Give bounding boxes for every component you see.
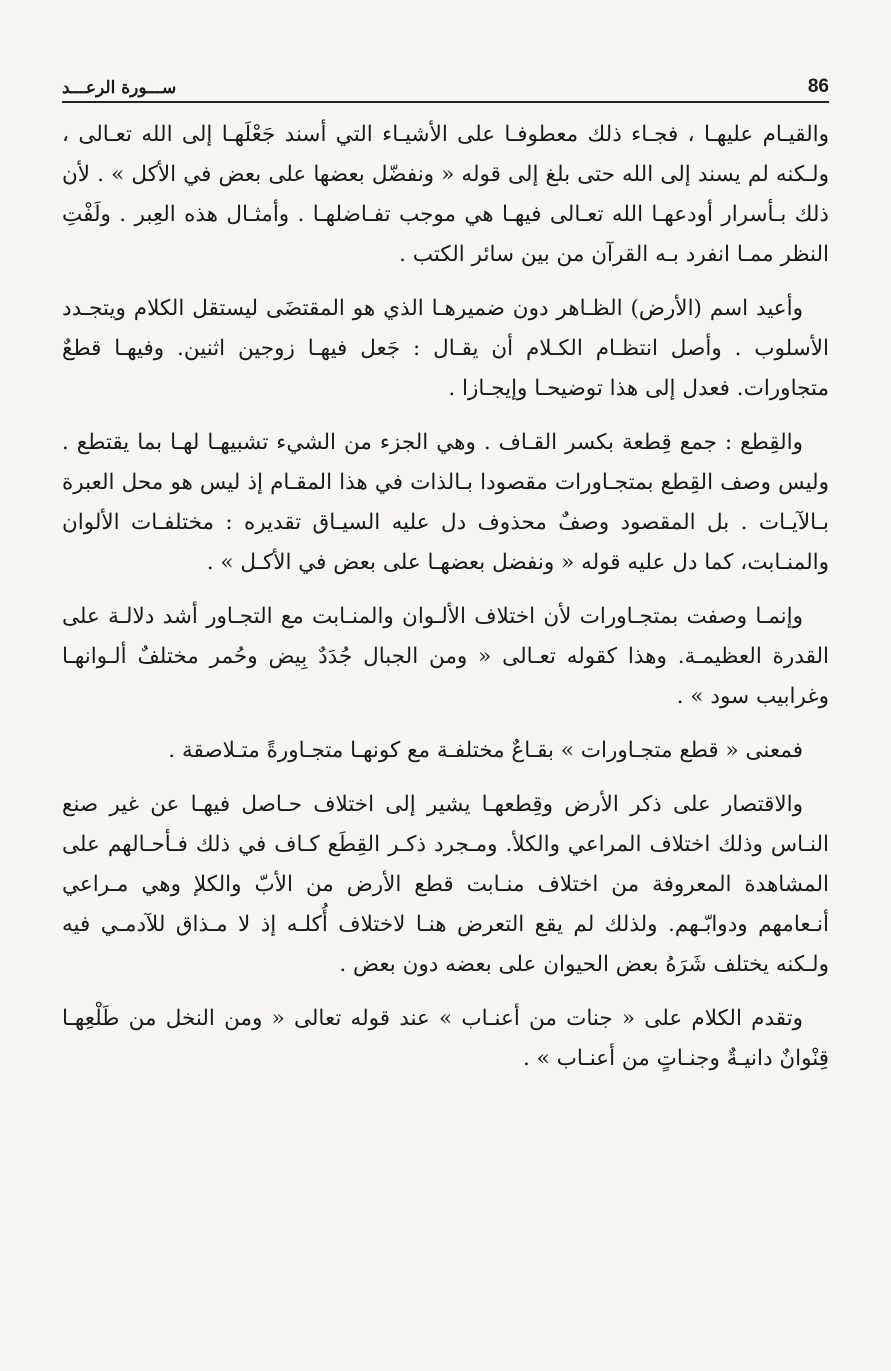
paragraph: وأعيد اسم (الأرض) الظـاهر دون ضميرهـا الذي هو المقتضَى ليستقل الكلام ويتجـدد الأسلوب . وأصل انتظـام الكـلام أن يقـال : جَعل فيهـا زوجين اثنين. وفيهـا قطعٌ متجاورات. فعدل إلى هذا توضيحـا وإيجـازا . — [62, 296, 829, 401]
paragraph: وإنمـا وصفت بمتجـاورات لأن اختلاف الألـوان والمنـابت مع التجـاور أشد دلالـة على القدرة العظيمـة. وهذا كقوله تعـالى « ومن الجبال جُدَدٌ بِيض وحُمر مختلفٌ ألـوانهـا وغرابيب سود » . — [62, 604, 829, 709]
paragraph: والقِطع : جمع قِطعة بكسر القـاف . وهي الجزء من الشيء تشبيهـا لهـا بما يقتطع . وليس وصف القِطع بمتجـاورات مقصودا بـالذات في هذا المقـام إذ ليس هو محل العبرة بـالآيـات . بل المقصود وصفٌ محذوف دل عليه السيـاق تقديره : مختلفـات الألوان والمنـابت، كما دل عليه قوله « ونفضل بعضهـا على بعض في الأكـل » . — [62, 430, 829, 575]
paragraph: فمعنى « قطع متجـاورات » بقـاعٌ مختلفـة مع كونهـا متجـاورةً متـلاصقة . — [168, 738, 803, 763]
paragraph: والاقتصار على ذكر الأرض وقِطعهـا يشير إلى اختلاف حـاصل فيهـا عن غير صنع النـاس وذلك اختلاف المراعي والكلأ. ومـجرد ذكـر القِطَع كـاف في ذلك فـأحـالهم على المشاهدة المعروفة من اختلاف منـابت قطع الأرض من الأبّ والكلإ وهي مـراعي أنـعامهم ودوابّـهم. ولذلك لم يقع التعرض هنـا لاختلاف أُكلـه إذ لا مـذاق للآدمـي فيه ولـكنه يختلف شَرَهُ بعض الحيوان على بعضه دون بعض . — [62, 792, 829, 977]
page-number: 86 — [807, 76, 829, 97]
paragraph: وتقدم الكلام على « جنات من أعنـاب » عند قوله تعالى « ومن النخل من طَلْعِهـا قِنْوانٌ دانيـةٌ وجنـاتٍ من أعنـاب » . — [62, 1006, 829, 1071]
body-text — [62, 115, 829, 1079]
paragraph: والقيـام عليهـا ، فجـاء ذلك معطوفـا على الأشيـاء التي أسند جَعْلَهـا إلى الله تعـالى ، ولـكنه لم يسند إلى الله حتى بلغ إلى قوله « ونفضّل بعضها على بعض في الأكل » . لأن ذلك بـأسرار أودعهـا الله تعـالى فيهـا هي موجب تفـاضلهـا . وأمثـال هذه العِبر . ولَفْتِ النظر ممـا انفرد بـه القرآن من بين سائر الكتب . — [62, 122, 829, 267]
page-header — [62, 68, 829, 103]
running-title: ســـورة الرعـــد — [62, 78, 177, 98]
